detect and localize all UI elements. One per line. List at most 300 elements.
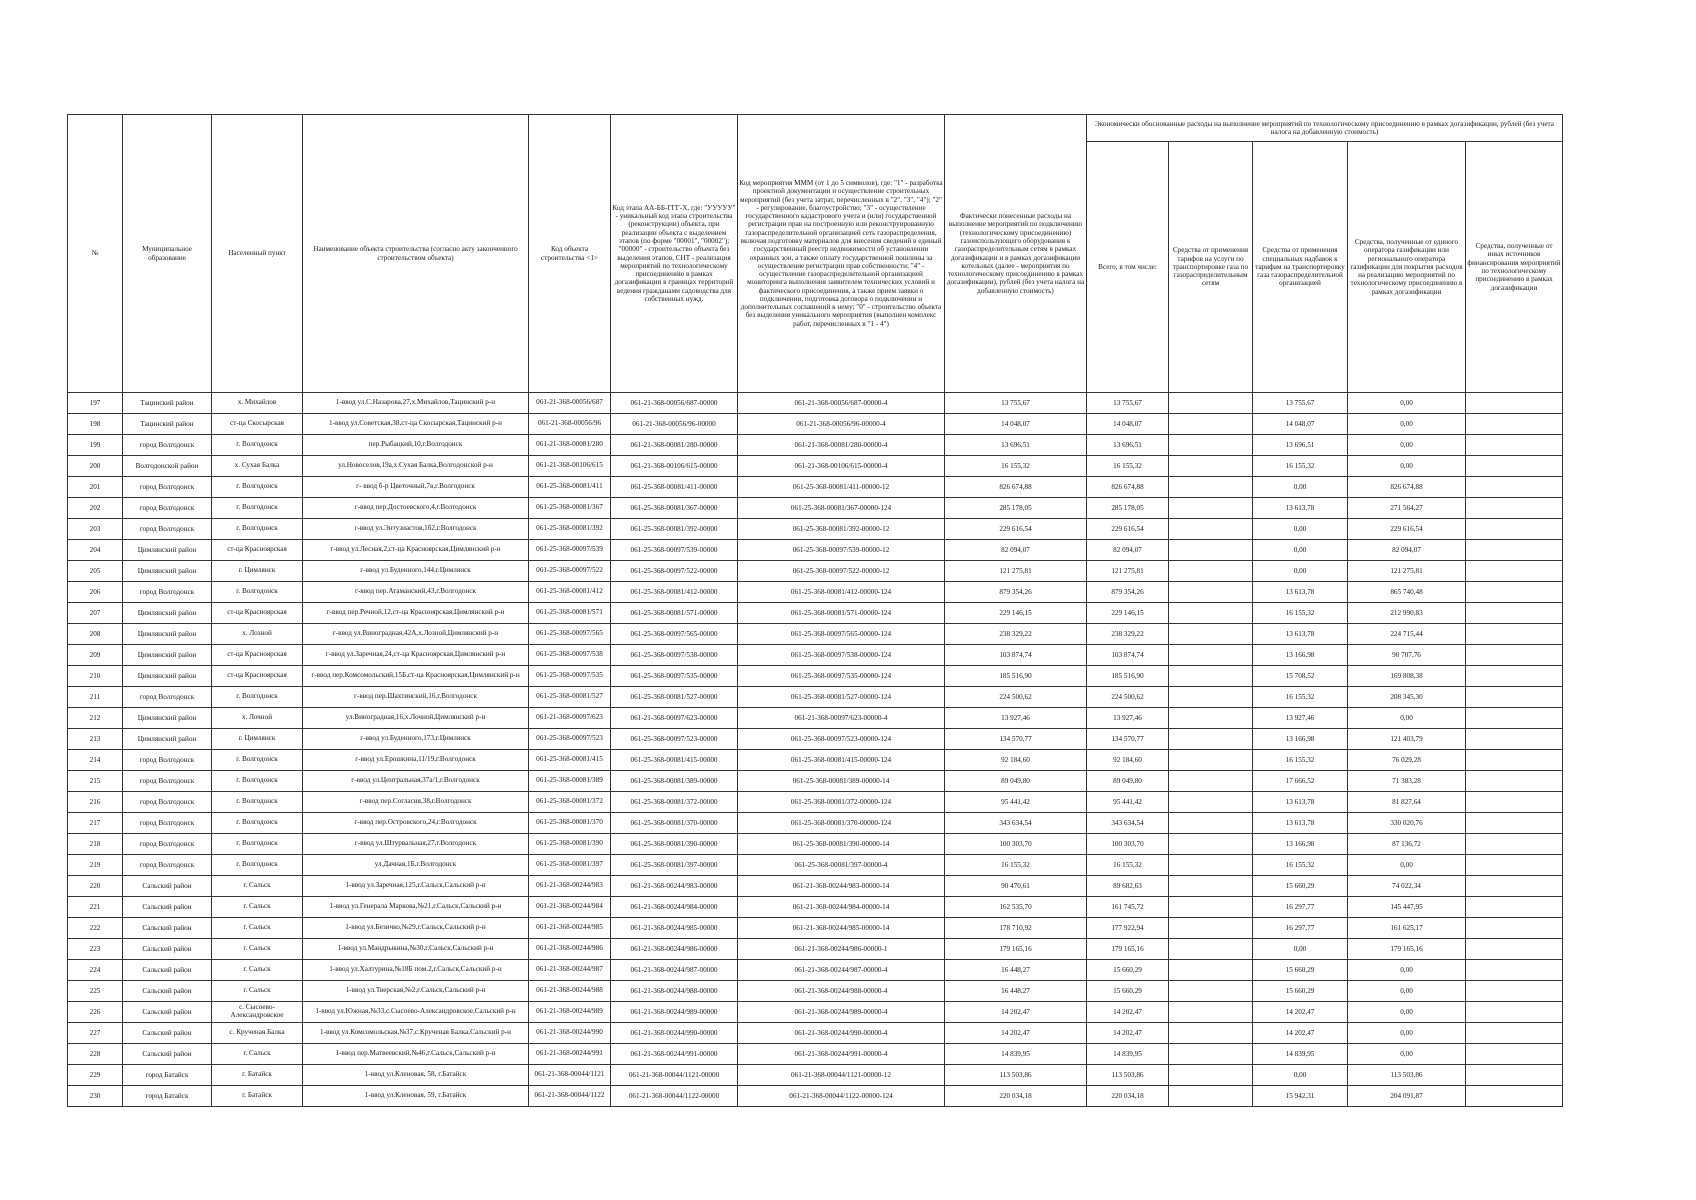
activity-code-cell: 061-21-368-00244/984-00000-14 [738, 897, 945, 918]
row-number: 212 [68, 708, 123, 729]
actual-costs-cell: 95 441,42 [945, 792, 1087, 813]
other-sources-cell [1466, 603, 1563, 624]
actual-costs-cell: 14 202,47 [945, 1002, 1087, 1023]
row-number: 203 [68, 519, 123, 540]
settlement-cell: г. Волгодонск [212, 792, 303, 813]
tariffs-cell [1169, 1044, 1253, 1065]
operator-cell: 74 022,34 [1348, 876, 1466, 897]
object-code-cell: 061-25-368-00097/539 [529, 540, 611, 561]
operator-cell: 82 094,07 [1348, 540, 1466, 561]
other-sources-cell [1466, 834, 1563, 855]
other-sources-cell [1466, 1044, 1563, 1065]
table-row [68, 708, 1563, 729]
municipality-cell: город Батайск [123, 1086, 212, 1107]
tariffs-cell [1169, 981, 1253, 1002]
other-sources-cell [1466, 1002, 1563, 1023]
stage-code-cell: 061-21-368-00081/280-00000 [611, 435, 738, 456]
municipality-cell: город Волгодонск [123, 582, 212, 603]
total-cell: 220 034,18 [1087, 1086, 1169, 1107]
settlement-cell: г. Волгодонск [212, 519, 303, 540]
header-activity-code: Код мероприятия МММ (от 1 до 5 символов), где: "1" - разработка проектной документации и осуществление строительных мероприятий (без учета затрат, перечисленных в "2", "3", "4"); "2" - регулирование, благоустройство; "3" - осуществление государственного кадастрового учета и (или) государственной регистрации прав на построенную или реконструированную газораспределительной организацией сеть газораспределения, включая подготовку материалов для внесения сведений в единый государственный реестр недвижимости об установлении охранных зон, а также оплату государственной пошлины за осуществление регистрации прав собственности; "4" - осуществление газораспределительной организацией мониторинга выполнения заявителем технических условий и фактического присоединения, а также прием заявки о подключении, подготовка договора о подключении и дополнительных соглашений к нему; "0" - строительство объекта без выделения уникального мероприятия (выполнен комплекс работ, перечисленных в "1 - 4") [738, 115, 945, 393]
stage-code-cell: 061-25-368-00097/538-00000 [611, 645, 738, 666]
other-sources-cell [1466, 561, 1563, 582]
total-cell: 229 146,15 [1087, 603, 1169, 624]
actual-costs-cell: 229 616,54 [945, 519, 1087, 540]
object-code-cell: 061-25-368-00097/565 [529, 624, 611, 645]
actual-costs-cell: 179 165,16 [945, 939, 1087, 960]
other-sources-cell [1466, 435, 1563, 456]
markups-cell: 15 942,31 [1253, 1086, 1348, 1107]
markups-cell: 13 166,98 [1253, 834, 1348, 855]
actual-costs-cell: 13 927,46 [945, 708, 1087, 729]
actual-costs-cell: 343 634,54 [945, 813, 1087, 834]
actual-costs-cell: 16 448,27 [945, 960, 1087, 981]
stage-code-cell: 061-21-368-00244/988-00000 [611, 981, 738, 1002]
total-cell: 16 155,32 [1087, 456, 1169, 477]
tariffs-cell [1169, 834, 1253, 855]
actual-costs-cell: 238 329,22 [945, 624, 1087, 645]
markups-cell: 0,00 [1253, 519, 1348, 540]
header-object-name: Наименование объекта строительства (согласно акту законченного строительством объекта) [303, 115, 529, 393]
object-code-cell: 061-21-368-00244/984 [529, 897, 611, 918]
stage-code-cell: 061-21-368-00056/96-00000 [611, 414, 738, 435]
object-code-cell: 061-21-368-00044/1122 [529, 1086, 611, 1107]
row-number: 211 [68, 687, 123, 708]
stage-code-cell: 061-21-368-00244/990-00000 [611, 1023, 738, 1044]
total-cell: 285 178,05 [1087, 498, 1169, 519]
activity-code-cell: 061-21-368-00097/623-00000-4 [738, 708, 945, 729]
operator-cell: 330 020,76 [1348, 813, 1466, 834]
table-row [68, 540, 1563, 561]
tariffs-cell [1169, 1002, 1253, 1023]
tariffs-cell [1169, 750, 1253, 771]
settlement-cell: г. Батайск [212, 1065, 303, 1086]
activity-code-cell: 061-21-368-00244/987-00000-4 [738, 960, 945, 981]
actual-costs-cell: 100 303,70 [945, 834, 1087, 855]
actual-costs-cell: 185 516,90 [945, 666, 1087, 687]
markups-cell: 16 155,32 [1253, 687, 1348, 708]
municipality-cell: Волгодонской район [123, 456, 212, 477]
header-costs-group: Экономически обоснованные расходы на выполнение мероприятий по технологическому присоединению в рамках догазификации, рублей (без учета налога на добавленную стоимость) [1087, 115, 1563, 142]
stage-code-cell: 061-21-368-00044/1121-00000 [611, 1065, 738, 1086]
municipality-cell: Цимлянский район [123, 540, 212, 561]
table-row [68, 603, 1563, 624]
markups-cell: 16 297,77 [1253, 918, 1348, 939]
activity-code-cell: 061-25-368-00081/415-00000-124 [738, 750, 945, 771]
municipality-cell: город Волгодонск [123, 477, 212, 498]
operator-cell: 271 564,27 [1348, 498, 1466, 519]
markups-cell: 16 155,32 [1253, 603, 1348, 624]
table-row [68, 813, 1563, 834]
municipality-cell: город Волгодонск [123, 855, 212, 876]
other-sources-cell [1466, 771, 1563, 792]
activity-code-cell: 061-21-368-00244/989-00000-4 [738, 1002, 945, 1023]
markups-cell: 16 297,77 [1253, 897, 1348, 918]
settlement-cell: х. Лочной [212, 708, 303, 729]
table-row [68, 1086, 1563, 1107]
actual-costs-cell: 16 448,27 [945, 981, 1087, 1002]
activity-code-cell: 061-21-368-00081/280-00000-4 [738, 435, 945, 456]
table-body [68, 393, 1563, 1107]
settlement-cell: г. Волгодонск [212, 435, 303, 456]
object-code-cell: 061-21-368-00106/615 [529, 456, 611, 477]
row-number: 217 [68, 813, 123, 834]
municipality-cell: город Волгодонск [123, 519, 212, 540]
object-code-cell: 061-21-368-00244/986 [529, 939, 611, 960]
stage-code-cell: 061-25-368-00081/367-00000 [611, 498, 738, 519]
activity-code-cell: 061-21-368-00244/990-00000-4 [738, 1023, 945, 1044]
activity-code-cell: 061-25-368-00081/390-00000-14 [738, 834, 945, 855]
total-cell: 113 503,86 [1087, 1065, 1169, 1086]
operator-cell: 161 625,17 [1348, 918, 1466, 939]
tariffs-cell [1169, 582, 1253, 603]
stage-code-cell: 061-21-368-00097/623-00000 [611, 708, 738, 729]
other-sources-cell [1466, 918, 1563, 939]
total-cell: 826 674,88 [1087, 477, 1169, 498]
settlement-cell: г. Волгодонск [212, 477, 303, 498]
total-cell: 103 874,74 [1087, 645, 1169, 666]
table-row [68, 687, 1563, 708]
object-name-cell: г-ввод пер.Комсомольский,15Б,ст-ца Красноярская,Цимлянский р-н [303, 666, 529, 687]
markups-cell: 14 202,47 [1253, 1002, 1348, 1023]
other-sources-cell [1466, 519, 1563, 540]
table-row [68, 834, 1563, 855]
operator-cell: 76 029,28 [1348, 750, 1466, 771]
table-row [68, 561, 1563, 582]
actual-costs-cell: 134 570,77 [945, 729, 1087, 750]
table-row [68, 750, 1563, 771]
actual-costs-cell: 879 354,26 [945, 582, 1087, 603]
settlement-cell: г. Волгодонск [212, 855, 303, 876]
tariffs-cell [1169, 1023, 1253, 1044]
table-row [68, 771, 1563, 792]
tariffs-cell [1169, 477, 1253, 498]
other-sources-cell [1466, 792, 1563, 813]
municipality-cell: Тацинский район [123, 393, 212, 414]
municipality-cell: Сальский район [123, 897, 212, 918]
row-number: 229 [68, 1065, 123, 1086]
object-name-cell: 1-ввод ул.Мандрыкина,№30,г.Сальск,Сальский р-н [303, 939, 529, 960]
operator-cell: 0,00 [1348, 393, 1466, 414]
other-sources-cell [1466, 414, 1563, 435]
tariffs-cell [1169, 498, 1253, 519]
other-sources-cell [1466, 645, 1563, 666]
tariffs-cell [1169, 435, 1253, 456]
operator-cell: 0,00 [1348, 960, 1466, 981]
other-sources-cell [1466, 477, 1563, 498]
row-number: 215 [68, 771, 123, 792]
operator-cell: 208 345,30 [1348, 687, 1466, 708]
activity-code-cell: 061-25-368-00097/539-00000-12 [738, 540, 945, 561]
object-code-cell: 061-25-368-00097/523 [529, 729, 611, 750]
total-cell: 879 354,26 [1087, 582, 1169, 603]
object-name-cell: г-ввод ул.Буденного,173,г.Цимлянск [303, 729, 529, 750]
row-number: 218 [68, 834, 123, 855]
row-number: 226 [68, 1002, 123, 1023]
other-sources-cell [1466, 939, 1563, 960]
header-markups: Средства от применения специальных надбавок к тарифам на транспортировку газа газораспределительной организацией [1253, 142, 1348, 393]
object-name-cell: г-ввод пер.Достоевского,4,г.Волгодонск [303, 498, 529, 519]
settlement-cell: г. Волгодонск [212, 750, 303, 771]
municipality-cell: город Волгодонск [123, 435, 212, 456]
object-name-cell: 1-ввод ул.Советская,38,ст-ца Скосырская,Тацинский р-н [303, 414, 529, 435]
object-code-cell: 061-25-368-00081/415 [529, 750, 611, 771]
object-code-cell: 061-21-368-00056/687 [529, 393, 611, 414]
object-code-cell: 061-25-368-00081/571 [529, 603, 611, 624]
tariffs-cell [1169, 897, 1253, 918]
actual-costs-cell: 14 202,47 [945, 1023, 1087, 1044]
operator-cell: 0,00 [1348, 855, 1466, 876]
total-cell: 13 755,67 [1087, 393, 1169, 414]
municipality-cell: Тацинский район [123, 414, 212, 435]
tariffs-cell [1169, 792, 1253, 813]
table-row [68, 435, 1563, 456]
object-name-cell: ул.Виноградная,16,х.Лочной,Цимлянский р-н [303, 708, 529, 729]
markups-cell: 14 202,47 [1253, 1023, 1348, 1044]
object-code-cell: 061-25-368-00081/411 [529, 477, 611, 498]
operator-cell: 826 674,88 [1348, 477, 1466, 498]
object-code-cell: 061-21-368-00244/991 [529, 1044, 611, 1065]
table-row [68, 582, 1563, 603]
markups-cell: 13 613,78 [1253, 624, 1348, 645]
total-cell: 13 927,46 [1087, 708, 1169, 729]
tariffs-cell [1169, 645, 1253, 666]
row-number: 200 [68, 456, 123, 477]
row-number: 208 [68, 624, 123, 645]
tariffs-cell [1169, 960, 1253, 981]
activity-code-cell: 061-25-368-00097/565-00000-124 [738, 624, 945, 645]
settlement-cell: х. Михайлов [212, 393, 303, 414]
stage-code-cell: 061-21-368-00106/615-00000 [611, 456, 738, 477]
object-name-cell: г-ввод ул.Буденного,144,г.Цимлянск [303, 561, 529, 582]
activity-code-cell: 061-25-368-00081/370-00000-124 [738, 813, 945, 834]
row-number: 227 [68, 1023, 123, 1044]
table-row [68, 477, 1563, 498]
stage-code-cell: 061-25-368-00081/411-00000 [611, 477, 738, 498]
activity-code-cell: 061-21-368-00244/986-00000-1 [738, 939, 945, 960]
actual-costs-cell: 16 155,32 [945, 456, 1087, 477]
other-sources-cell [1466, 729, 1563, 750]
stage-code-cell: 061-25-368-00081/390-00000 [611, 834, 738, 855]
operator-cell: 224 715,44 [1348, 624, 1466, 645]
stage-code-cell: 061-25-368-00097/523-00000 [611, 729, 738, 750]
settlement-cell: г. Волгодонск [212, 834, 303, 855]
object-code-cell: 061-21-368-00044/1121 [529, 1065, 611, 1086]
tariffs-cell [1169, 687, 1253, 708]
object-name-cell: 1-ввод ул.Комсомольская,№37,с.Крученая Балка,Сальский р-н [303, 1023, 529, 1044]
municipality-cell: Сальский район [123, 939, 212, 960]
actual-costs-cell: 229 146,15 [945, 603, 1087, 624]
table-row [68, 393, 1563, 414]
object-name-cell: 1-ввод ул.Халтурина,№18Б пом.2,г.Сальск,Сальский р-н [303, 960, 529, 981]
object-code-cell: 061-25-368-00081/392 [529, 519, 611, 540]
object-name-cell: г-ввод ул.Лесная,2,ст-ца Красноярская,Цимлянский р-н [303, 540, 529, 561]
other-sources-cell [1466, 855, 1563, 876]
markups-cell: 14 839,95 [1253, 1044, 1348, 1065]
markups-cell: 15 660,29 [1253, 960, 1348, 981]
object-name-cell: пер.Рыбацкий,10,г.Волгодонск [303, 435, 529, 456]
municipality-cell: Цимлянский район [123, 561, 212, 582]
total-cell: 134 570,77 [1087, 729, 1169, 750]
row-number: 221 [68, 897, 123, 918]
other-sources-cell [1466, 582, 1563, 603]
object-name-cell: 1-ввод пер.Матвеевский,№46,г.Сальск,Сальский р-н [303, 1044, 529, 1065]
actual-costs-cell: 113 503,86 [945, 1065, 1087, 1086]
activity-code-cell: 061-25-368-00097/522-00000-12 [738, 561, 945, 582]
table-row [68, 939, 1563, 960]
total-cell: 14 202,47 [1087, 1023, 1169, 1044]
municipality-cell: Сальский район [123, 981, 212, 1002]
stage-code-cell: 061-25-368-00097/539-00000 [611, 540, 738, 561]
markups-cell: 0,00 [1253, 1065, 1348, 1086]
object-code-cell: 061-25-368-00097/522 [529, 561, 611, 582]
tariffs-cell [1169, 813, 1253, 834]
object-code-cell: 061-21-368-00097/623 [529, 708, 611, 729]
stage-code-cell: 061-21-368-00244/986-00000 [611, 939, 738, 960]
object-code-cell: 061-25-368-00097/535 [529, 666, 611, 687]
municipality-cell: город Волгодонск [123, 771, 212, 792]
activity-code-cell: 061-21-368-00044/1122-00000-124 [738, 1086, 945, 1107]
activity-code-cell: 061-21-368-00056/687-00000-4 [738, 393, 945, 414]
total-cell: 16 155,32 [1087, 855, 1169, 876]
markups-cell: 17 666,52 [1253, 771, 1348, 792]
activity-code-cell: 061-25-368-00097/538-00000-124 [738, 645, 945, 666]
other-sources-cell [1466, 1086, 1563, 1107]
operator-cell: 113 503,86 [1348, 1065, 1466, 1086]
object-name-cell: г-ввод ул.Ерошкина,11/19,г.Волгодонск [303, 750, 529, 771]
municipality-cell: Цимлянский район [123, 708, 212, 729]
settlement-cell: ст-ца Красноярская [212, 666, 303, 687]
object-name-cell: г-ввод пер.Согласия,38,г.Волгодонск [303, 792, 529, 813]
other-sources-cell [1466, 750, 1563, 771]
row-number: 202 [68, 498, 123, 519]
header-object-code: Код объекта строительства <1> [529, 115, 611, 393]
settlement-cell: г. Сальск [212, 981, 303, 1002]
stage-code-cell: 061-21-368-00056/687-00000 [611, 393, 738, 414]
markups-cell: 14 048,07 [1253, 414, 1348, 435]
table-row [68, 729, 1563, 750]
table-row [68, 1044, 1563, 1065]
settlement-cell: ст-ца Красноярская [212, 603, 303, 624]
total-cell: 179 165,16 [1087, 939, 1169, 960]
actual-costs-cell: 13 696,51 [945, 435, 1087, 456]
tariffs-cell [1169, 603, 1253, 624]
settlement-cell: г. Волгодонск [212, 813, 303, 834]
object-name-cell: г-ввод ул.Центральная,37а/1,г.Волгодонск [303, 771, 529, 792]
report-sheet [67, 114, 1562, 1107]
settlement-cell: г. Сальск [212, 897, 303, 918]
actual-costs-cell: 13 755,67 [945, 393, 1087, 414]
municipality-cell: Цимлянский район [123, 645, 212, 666]
activity-code-cell: 061-25-368-00097/535-00000-124 [738, 666, 945, 687]
other-sources-cell [1466, 456, 1563, 477]
stage-code-cell: 061-25-368-00081/412-00000 [611, 582, 738, 603]
total-cell: 14 202,47 [1087, 1002, 1169, 1023]
settlement-cell: г. Сальск [212, 876, 303, 897]
markups-cell: 13 755,67 [1253, 393, 1348, 414]
municipality-cell: город Волгодонск [123, 792, 212, 813]
table-row [68, 414, 1563, 435]
stage-code-cell: 061-25-368-00097/522-00000 [611, 561, 738, 582]
object-name-cell: г-ввод пер.Атаманский,43,г.Волгодонск [303, 582, 529, 603]
row-number: 225 [68, 981, 123, 1002]
settlement-cell: с. Крученая Балка [212, 1023, 303, 1044]
object-name-cell: г-ввод ул.Виноградная,42А,х.Лозной,Цимлянский р-н [303, 624, 529, 645]
settlement-cell: г. Сальск [212, 939, 303, 960]
tariffs-cell [1169, 939, 1253, 960]
tariffs-cell [1169, 1065, 1253, 1086]
settlement-cell: г. Волгодонск [212, 771, 303, 792]
activity-code-cell: 061-25-368-00081/389-00000-14 [738, 771, 945, 792]
object-code-cell: 061-21-368-00081/280 [529, 435, 611, 456]
header-settlement: Населенный пункт [212, 115, 303, 393]
settlement-cell: ст-ца Красноярская [212, 540, 303, 561]
markups-cell: 13 696,51 [1253, 435, 1348, 456]
operator-cell: 0,00 [1348, 1002, 1466, 1023]
row-number: 213 [68, 729, 123, 750]
table-row [68, 519, 1563, 540]
row-number: 219 [68, 855, 123, 876]
municipality-cell: Цимлянский район [123, 624, 212, 645]
total-cell: 238 329,22 [1087, 624, 1169, 645]
other-sources-cell [1466, 393, 1563, 414]
total-cell: 177 922,94 [1087, 918, 1169, 939]
markups-cell: 0,00 [1253, 477, 1348, 498]
markups-cell: 13 613,78 [1253, 813, 1348, 834]
markups-cell: 16 155,32 [1253, 855, 1348, 876]
operator-cell: 71 383,28 [1348, 771, 1466, 792]
operator-cell: 0,00 [1348, 414, 1466, 435]
tariffs-cell [1169, 540, 1253, 561]
activity-code-cell: 061-21-368-00244/988-00000-4 [738, 981, 945, 1002]
activity-code-cell: 061-25-368-00081/392-00000-12 [738, 519, 945, 540]
settlement-cell: с. Сысоево-Александровское [212, 1002, 303, 1023]
stage-code-cell: 061-21-368-00244/984-00000 [611, 897, 738, 918]
total-cell: 185 516,90 [1087, 666, 1169, 687]
object-code-cell: 061-25-368-00097/538 [529, 645, 611, 666]
municipality-cell: Цимлянский район [123, 666, 212, 687]
tariffs-cell [1169, 1086, 1253, 1107]
operator-cell: 204 091,87 [1348, 1086, 1466, 1107]
stage-code-cell: 061-21-368-00244/987-00000 [611, 960, 738, 981]
activity-code-cell: 061-21-368-00244/985-00000-14 [738, 918, 945, 939]
actual-costs-cell: 220 034,18 [945, 1086, 1087, 1107]
operator-cell: 179 165,16 [1348, 939, 1466, 960]
object-name-cell: 1-ввод ул.С.Назарова,27,х.Михайлов,Тацинский р-н [303, 393, 529, 414]
markups-cell: 0,00 [1253, 939, 1348, 960]
row-number: 207 [68, 603, 123, 624]
table-row [68, 855, 1563, 876]
table-row [68, 666, 1563, 687]
table-row [68, 981, 1563, 1002]
total-cell: 229 616,54 [1087, 519, 1169, 540]
activity-code-cell: 061-25-368-00081/571-00000-124 [738, 603, 945, 624]
row-number: 214 [68, 750, 123, 771]
tariffs-cell [1169, 708, 1253, 729]
stage-code-cell: 061-25-368-00081/372-00000 [611, 792, 738, 813]
total-cell: 15 660,29 [1087, 981, 1169, 1002]
other-sources-cell [1466, 540, 1563, 561]
activity-code-cell: 061-21-368-00044/1121-00000-12 [738, 1065, 945, 1086]
row-number: 224 [68, 960, 123, 981]
table-row [68, 645, 1563, 666]
settlement-cell: г. Цимлянск [212, 729, 303, 750]
markups-cell: 0,00 [1253, 561, 1348, 582]
settlement-cell: г. Сальск [212, 1044, 303, 1065]
stage-code-cell: 061-25-368-00081/389-00000 [611, 771, 738, 792]
operator-cell: 0,00 [1348, 1044, 1466, 1065]
object-code-cell: 061-21-368-00244/987 [529, 960, 611, 981]
